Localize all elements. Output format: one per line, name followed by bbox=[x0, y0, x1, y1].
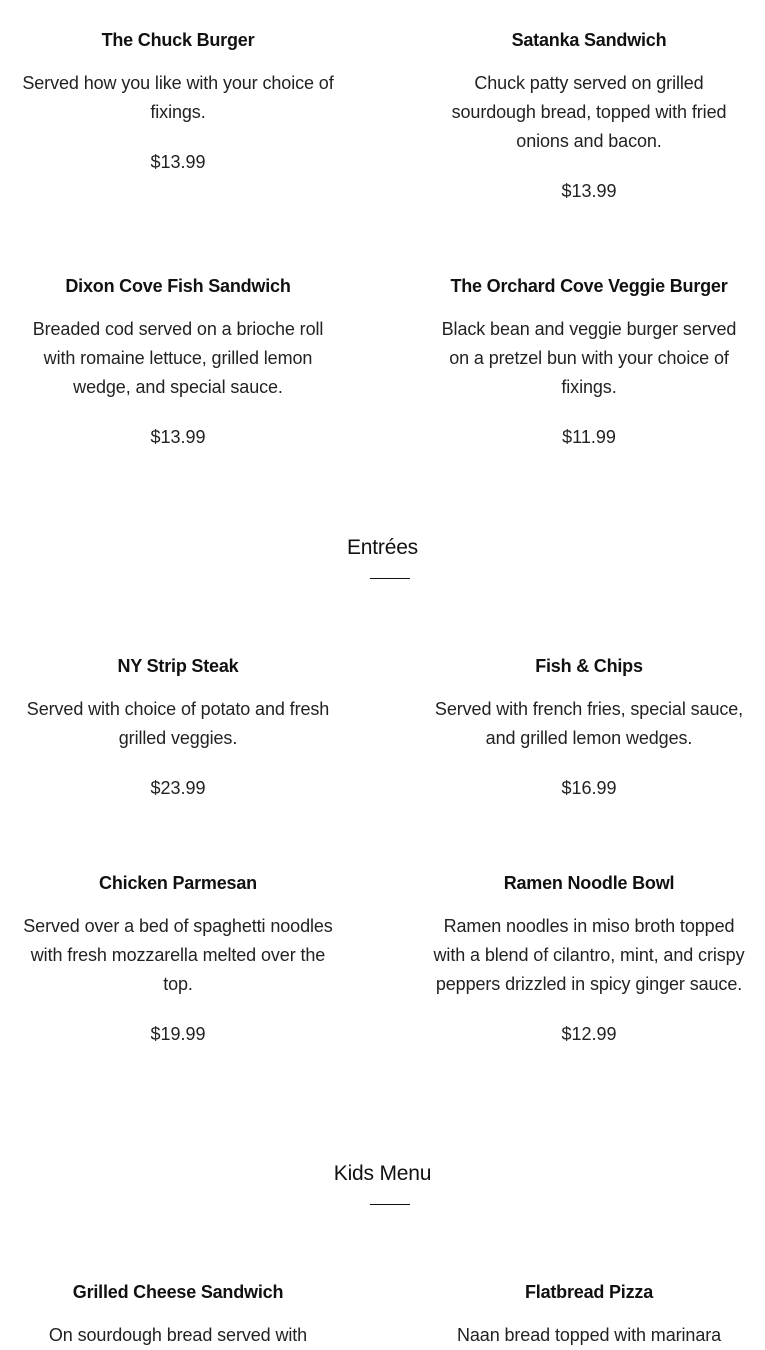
menu-item-price: $16.99 bbox=[561, 778, 617, 798]
menu-item-description: Naan bread topped with marinara bbox=[456, 1325, 722, 1345]
menu-item-name: Chicken Parmesan bbox=[99, 873, 257, 893]
menu-item-orchard-cove-veggie-burger bbox=[431, 275, 747, 448]
menu-item-fish-and-chips bbox=[431, 655, 747, 799]
menu-item-name: Grilled Cheese Sandwich bbox=[72, 1282, 284, 1302]
menu-item-name: Satanka Sandwich bbox=[511, 30, 667, 50]
menu-item-ramen-noodle-bowl bbox=[431, 872, 747, 1045]
menu-item-description: Chuck patty served on grilled sourdough bread, topped with fried onions and bacon. bbox=[451, 73, 727, 151]
menu-item-price: $13.99 bbox=[561, 181, 617, 201]
menu-item-name: NY Strip Steak bbox=[117, 656, 239, 676]
menu-item-flatbread-pizza bbox=[431, 1281, 747, 1350]
menu-item-price: $13.99 bbox=[150, 427, 206, 447]
menu-item-description: Served with choice of potato and fresh grilled veggies. bbox=[26, 699, 330, 748]
menu-item-description: Served over a bed of spaghetti noodles with fresh mozzarella melted over the top. bbox=[23, 916, 333, 994]
menu-item-description: Ramen noodles in miso broth topped with a blend of cilantro, mint, and crispy peppers drizzled in spicy ginger sauce. bbox=[433, 916, 745, 994]
menu-item-name: Fish & Chips bbox=[535, 656, 643, 676]
menu-item-price: $13.99 bbox=[150, 152, 206, 172]
menu-item-price: $11.99 bbox=[562, 427, 616, 447]
menu-item-dixon-cove-fish-sandwich bbox=[20, 275, 336, 448]
menu-item-description: Black bean and veggie burger served on a pretzel bun with your choice of fixings. bbox=[441, 319, 737, 397]
menu-item-name: The Orchard Cove Veggie Burger bbox=[450, 276, 728, 296]
menu-item-name: Flatbread Pizza bbox=[524, 1282, 654, 1302]
menu-item-description: Served with french fries, special sauce, and grilled lemon wedges. bbox=[434, 699, 744, 748]
menu-item-description: Breaded cod served on a brioche roll with romaine lettuce, grilled lemon wedge, and special sauce. bbox=[32, 319, 324, 397]
menu-item-price: $19.99 bbox=[150, 1024, 206, 1044]
menu-item-ny-strip-steak bbox=[20, 655, 336, 799]
menu-item-description: Served how you like with your choice of fixings. bbox=[22, 73, 334, 122]
menu-item-name: Ramen Noodle Bowl bbox=[503, 873, 675, 893]
menu-item-grilled-cheese-sandwich bbox=[20, 1281, 336, 1350]
menu-item-chuck-burger bbox=[20, 29, 336, 173]
menu-item-price: $23.99 bbox=[150, 778, 206, 798]
section-divider bbox=[370, 578, 410, 579]
section-divider bbox=[370, 1204, 410, 1205]
menu-item-satanka-sandwich bbox=[431, 29, 747, 202]
menu-item-price: $12.99 bbox=[561, 1024, 617, 1044]
menu-item-name: Dixon Cove Fish Sandwich bbox=[65, 276, 291, 296]
section-title-kids-menu: Kids Menu bbox=[333, 1162, 432, 1185]
menu-item-description: On sourdough bread served with bbox=[48, 1325, 308, 1345]
menu-item-chicken-parmesan bbox=[20, 872, 336, 1045]
section-title-entrees: Entrées bbox=[347, 536, 418, 559]
menu-item-name: The Chuck Burger bbox=[101, 30, 255, 50]
